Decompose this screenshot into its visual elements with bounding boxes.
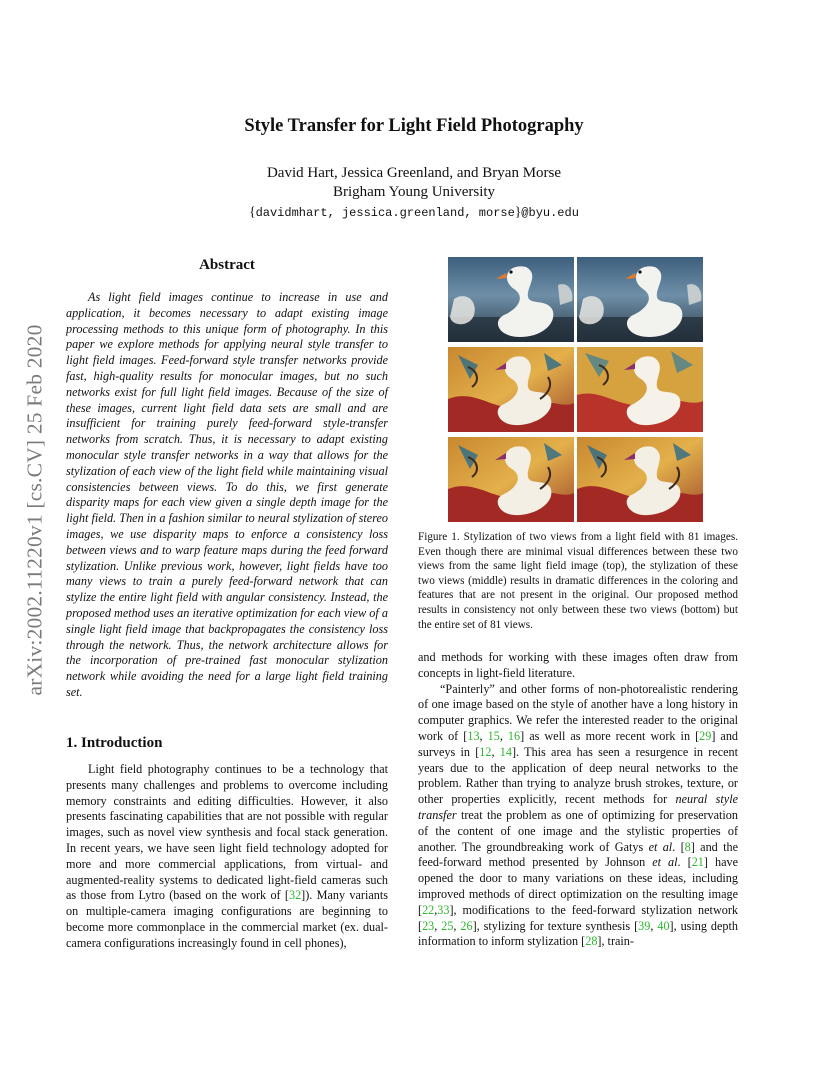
paragraph-continuation: and methods for working with these images often draw from concepts in light-field literature. — [418, 650, 738, 680]
text: , — [650, 918, 658, 933]
figure-image-stylized-view-2 — [577, 347, 703, 432]
emphasis: et al — [652, 855, 678, 870]
intro-text-2: ]). Many variants on multiple-camera imaging configurations are beginning to become more commonplace in the commercial market (ex. dual-camera configurations increasingly found in cell phones), — [66, 888, 388, 950]
citation-link[interactable]: 26 — [460, 918, 473, 933]
text: ], modifications to the feed-forward stylization network [ — [418, 902, 738, 933]
paragraph-related-work — [418, 682, 738, 951]
arxiv-stamp — [20, 280, 50, 740]
text: , — [434, 918, 442, 933]
figure-image-stylized-view-1 — [448, 347, 574, 432]
citation-link[interactable]: 28 — [585, 934, 598, 949]
email-domain: @byu.edu — [521, 206, 579, 220]
figure-caption: Figure 1. Stylization of two views from a light field with 81 images. Even though there are minimal visual differences between these two views from the same light field image (top), the stylization of these two views (middle) results in dramatic differences in the coloring and features that are not present in the original. Our proposed method results in consistency not only between these two views (bottom) but the entire set of 81 views. — [418, 531, 738, 631]
figure-image-consistent-view-1 — [448, 437, 574, 522]
citation-link[interactable]: 33 — [437, 902, 450, 917]
right-column-text — [418, 650, 738, 950]
authors: David Hart, Jessica Greenland, and Bryan Morse — [266, 165, 562, 181]
citation-link[interactable]: 32 — [288, 888, 302, 903]
figure-1 — [448, 257, 703, 522]
text: , — [491, 744, 500, 759]
citation-link[interactable]: 15 — [487, 728, 500, 743]
emphasis: et al — [648, 839, 673, 854]
arxiv-stamp-text: arXiv:2002.11220v1 [cs.CV] 25 Feb 2020 — [22, 324, 47, 696]
email-close-brace: } — [514, 204, 522, 219]
paper-title: Style Transfer for Light Field Photography — [244, 116, 584, 136]
text: ] have opened the door to many variations on these ideas, including improved methods of direct optimization on the resulting image [ — [418, 855, 738, 917]
text: treat the problem as one of optimizing for preservation of the content of one image and the stylistic properties of another. The groundbreaking work of Gatys — [418, 807, 738, 854]
author-emails — [0, 204, 828, 220]
section-heading-introduction: 1. Introduction — [66, 735, 163, 751]
figure-image-original-view-2 — [577, 257, 703, 342]
citation-link[interactable]: 14 — [499, 744, 512, 759]
text: ], stylizing for texture synthesis [ — [472, 918, 639, 933]
intro-text-1: Light field photography continues to be a technology that presents many challenges and problems to overcome including memory constraints and editing difficulties. However, it also presents fascinating capabilities that are not possible with regular images, such as novel view synthesis and focal stack generation. In recent years, we have seen light field technology adopted for more and more commercial applications, from virtual- and augmented-reality systems to dedicated light-field cameras such as those from Lytro (based on the work of [ — [66, 762, 388, 903]
figure-image-consistent-view-2 — [577, 437, 703, 522]
author-block — [0, 164, 828, 202]
text: ]. This area has seen a resurgence in recent years due to the application of deep neural networks to the problem. Rather than trying to analyze brush strokes, texture, or other properties explicitly, recent methods for — [418, 744, 738, 807]
text: . [ — [677, 855, 692, 870]
citation-link[interactable]: 39 — [638, 918, 651, 933]
citation-link[interactable]: 29 — [699, 728, 712, 743]
text: ], using depth information to inform stylization [ — [418, 918, 738, 949]
text: ] and the feed-forward method presented by Johnson — [418, 839, 739, 870]
citation-link[interactable]: 16 — [507, 728, 521, 743]
text: , — [499, 728, 508, 743]
figure-image-original-view-1 — [448, 257, 574, 342]
citation-link[interactable]: 13 — [467, 728, 480, 743]
citation-link[interactable]: 12 — [479, 744, 492, 759]
email-open-brace: { — [249, 204, 256, 219]
text: . [ — [672, 839, 685, 854]
text: , — [434, 902, 438, 917]
abstract-text: As light field images continue to increase in use and application, it becomes necessary to adapt existing image processing methods to this unique form of photography. In this paper we explore methods for applying neural style transfer to light field images. Feed-forward style transfer networks provide fast, high-quality results for monocular images, but no such networks exist for full light field images. Because of the size of these images, current light field data sets are small and are insufficient for training purely feed-forward style-transfer networks from scratch. Thus, it is necessary to adapt existing monocular style transfer networks in a way that allows for the stylization of each view of the light field while maintaining visual consistencies between views. To do this, we first generate disparity maps for each view given a single depth image for the light field. Then in a fashion similar to neural stylization of stereo images, we use disparity maps to enforce a consistency loss between views and to warp feature maps during the feed forward stylization. Unlike previous work, however, light fields have too many views to train a purely feed-forward network that can stylize the entire light field with angular consistency. Instead, the proposed method uses an iterative optimization for each view of a single light field image that backpropagates the consistency loss through the network. Thus, the network architecture allows for the incorporation of pre-trained fast monocular stylization network while avoiding the need for a large light field training set. — [66, 290, 388, 699]
email-users: davidmhart, jessica.greenland, morse — [255, 206, 515, 220]
emphasis: neural style transfer — [418, 792, 738, 822]
affiliation: Brigham Young University — [332, 184, 496, 200]
text: “Painterly” and other forms of non-photorealistic rendering of one image based on the style of another have a long history in computer graphics. We refer the interested reader to the original work of [ — [418, 681, 738, 743]
introduction-paragraph — [66, 762, 388, 952]
citation-link[interactable]: 40 — [657, 918, 670, 933]
citation-link[interactable]: 21 — [691, 855, 704, 870]
citation-link[interactable]: 25 — [441, 918, 454, 933]
text: ], train- — [597, 934, 634, 949]
text: , — [479, 728, 488, 743]
citation-link[interactable]: 23 — [422, 918, 435, 933]
citation-link[interactable]: 22 — [422, 902, 435, 917]
citation-link[interactable]: 8 — [684, 839, 691, 854]
text: ] and surveys in [ — [418, 728, 739, 759]
text: , — [453, 918, 461, 933]
text: ] as well as more recent work in [ — [520, 728, 700, 743]
abstract-heading: Abstract — [199, 257, 255, 273]
